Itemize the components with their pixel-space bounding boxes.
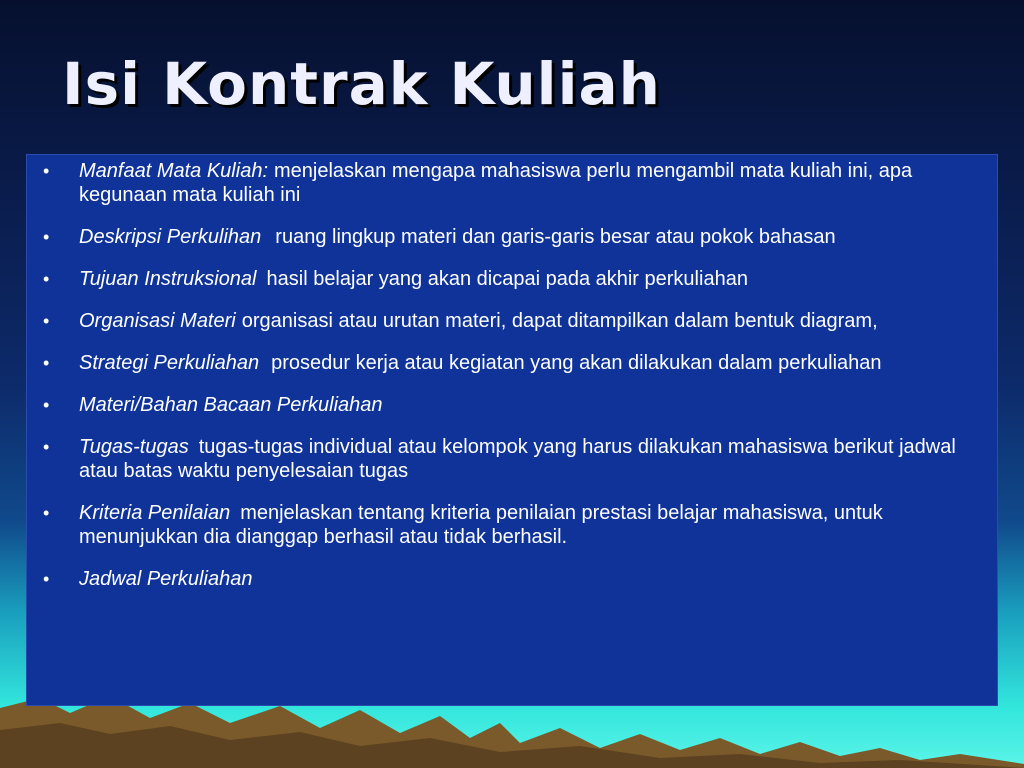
item-term: Materi/Bahan Bacaan Perkuliahan: [79, 394, 383, 416]
item-term: Manfaat Mata Kuliah:: [79, 160, 268, 182]
list-item: [41, 351, 979, 375]
item-text: [79, 567, 979, 591]
bullet-dot-icon: •: [43, 269, 50, 289]
item-text: [79, 225, 979, 249]
item-text: [79, 501, 979, 549]
item-description: ruang lingkup materi dan garis-garis besar atau pokok bahasan: [275, 226, 836, 248]
list-item: [41, 267, 979, 291]
item-text: [79, 435, 979, 483]
item-term: Strategi Perkuliahan: [79, 352, 260, 374]
bullet-dot-icon: •: [43, 311, 50, 331]
item-description: tugas-tugas individual atau kelompok yang harus dilakukan mahasiswa berikut jadwal atau batas waktu penyelesaian tugas: [79, 436, 956, 482]
list-item: [41, 435, 979, 483]
bullet-dot-icon: •: [43, 569, 50, 589]
bullet-list: [41, 159, 979, 591]
item-term: Tujuan Instruksional: [79, 268, 257, 290]
bullet-dot-icon: •: [43, 437, 50, 457]
content-box: [26, 154, 998, 706]
list-item: [41, 309, 979, 333]
list-item: [41, 225, 979, 249]
list-item: [41, 501, 979, 549]
item-term: Organisasi Materi: [79, 310, 236, 332]
item-description: prosedur kerja atau kegiatan yang akan dilakukan dalam perkuliahan: [271, 352, 882, 374]
bullet-dot-icon: •: [43, 227, 50, 247]
slide-title: Isi Kontrak Kuliah: [62, 50, 661, 118]
item-description: menjelaskan tentang kriteria penilaian prestasi belajar mahasiswa, untuk menunjukkan dia dianggap berhasil atau tidak berhasil.: [79, 502, 883, 548]
item-description: organisasi atau urutan materi, dapat ditampilkan dalam bentuk diagram,: [241, 310, 878, 332]
bullet-dot-icon: •: [43, 503, 50, 523]
bullet-dot-icon: •: [43, 395, 50, 415]
bullet-dot-icon: •: [43, 161, 50, 181]
item-text: [79, 351, 979, 375]
item-description: menjelaskan mengapa mahasiswa perlu mengambil mata kuliah ini, apa kegunaan mata kuliah ini: [79, 160, 913, 206]
item-description: hasil belajar yang akan dicapai pada akhir perkuliahan: [266, 268, 748, 290]
bullet-dot-icon: •: [43, 353, 50, 373]
item-term: Jadwal Perkuliahan: [79, 568, 253, 590]
item-term: Tugas-tugas: [79, 436, 189, 458]
item-term: Kriteria Penilaian: [79, 502, 231, 524]
item-text: [79, 267, 979, 291]
item-term: Deskripsi Perkulihan: [79, 226, 262, 248]
item-text: [79, 309, 979, 333]
list-item: [41, 159, 979, 207]
item-text: [79, 159, 979, 207]
list-item: [41, 567, 979, 591]
list-item: [41, 393, 979, 417]
item-text: [79, 393, 979, 417]
